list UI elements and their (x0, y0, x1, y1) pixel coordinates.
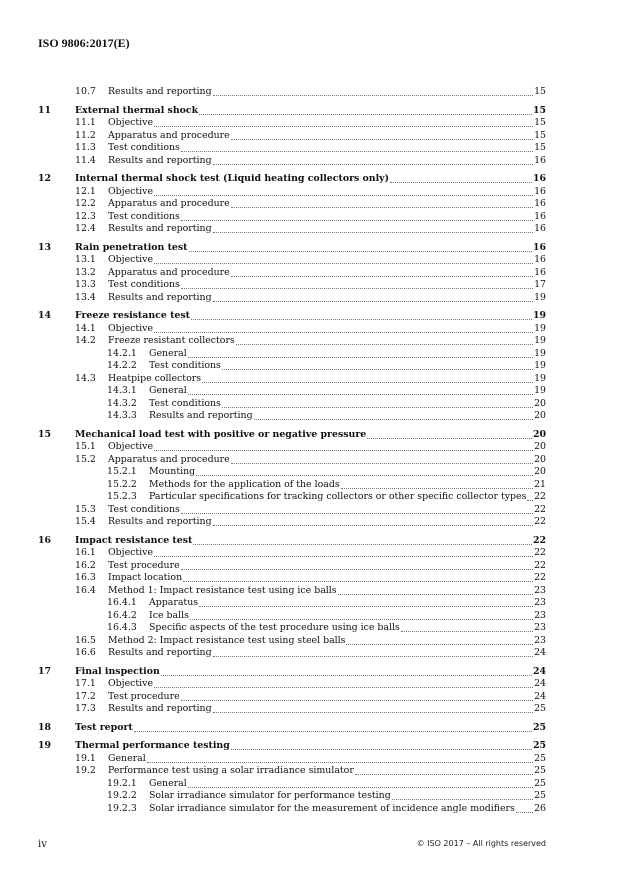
toc-entry-page: 25 (534, 703, 546, 714)
toc-entry-number: 16.6 (75, 647, 96, 658)
toc-leader-dots (196, 475, 533, 476)
toc-entry-number: 15 (38, 428, 52, 440)
toc-leader-dots (231, 276, 533, 277)
toc-entry-number: 16.5 (75, 634, 96, 646)
toc-entry-page: 20 (534, 410, 546, 421)
toc-entry-title: Results and reporting (108, 223, 212, 234)
toc-entry-page: 22 (534, 516, 546, 527)
toc-entry-page: 19 (534, 291, 546, 303)
toc-entry-number: 17.1 (75, 678, 96, 689)
toc-leader-dots (154, 195, 533, 196)
toc-entry-title: Test conditions (149, 397, 221, 409)
toc-entry[interactable] (0, 242, 620, 254)
toc-entry[interactable] (0, 635, 620, 647)
toc-entry-title: Results and reporting (108, 647, 212, 658)
toc-entry-number: 19.2.1 (107, 777, 137, 789)
toc-entry-page: 20 (534, 453, 546, 465)
toc-entry[interactable] (0, 516, 620, 528)
toc-entry-number: 15.4 (75, 516, 96, 527)
toc-entry[interactable] (0, 585, 620, 597)
toc-entry-title: Objective (108, 547, 154, 558)
toc-entry-page: 19 (532, 310, 546, 321)
toc-entry-number: 16.4.2 (107, 609, 137, 621)
toc-entry-title: General (108, 752, 146, 764)
toc-leader-dots (181, 288, 533, 289)
toc-entry-title: Objective (108, 185, 154, 197)
toc-entry-page: 22 (534, 572, 546, 583)
toc-entry-title: Specific aspects of the test procedure using ice balls (149, 622, 400, 633)
toc-entry[interactable] (0, 348, 620, 360)
toc-entry-title: Results and reporting (149, 410, 253, 421)
toc-entry-page: 26 (534, 802, 546, 814)
toc-entry-page: 20 (534, 466, 546, 477)
toc-entry[interactable] (0, 142, 620, 154)
toc-leader-dots (154, 126, 533, 127)
toc-leader-dots (161, 675, 532, 676)
toc-entry[interactable] (0, 410, 620, 422)
toc-entry-title: Apparatus and procedure (108, 129, 230, 141)
toc-entry-title: Rain penetration test (75, 241, 188, 253)
toc-entry-page: 15 (532, 104, 546, 116)
toc-entry-title: External thermal shock (75, 104, 199, 116)
toc-entry-number: 11.1 (75, 117, 96, 128)
toc-entry-number: 17 (38, 665, 52, 677)
toc-entry-page: 22 (534, 503, 546, 515)
toc-leader-dots (341, 488, 533, 489)
toc-entry-page: 23 (534, 584, 546, 596)
toc-entry-number: 19.2.2 (107, 790, 137, 801)
toc-entry-page: 16 (534, 198, 546, 209)
toc-entry-page: 25 (534, 752, 546, 764)
toc-leader-dots (188, 394, 533, 395)
toc-entry-title: Objective (108, 441, 154, 452)
toc-leader-dots (527, 500, 533, 501)
toc-entry[interactable] (0, 441, 620, 453)
toc-leader-dots (154, 556, 533, 557)
toc-leader-dots (222, 369, 533, 370)
toc-entry-title: Particular specifications for tracking collectors or other specific collector types (149, 491, 527, 502)
toc-entry[interactable] (0, 292, 620, 304)
toc-entry-number: 14.2.2 (107, 360, 137, 371)
toc-entry-number: 16.2 (75, 559, 96, 571)
toc-entry-number: 13.3 (75, 279, 96, 290)
toc-entry-title: Test procedure (108, 559, 180, 571)
toc-leader-dots (516, 812, 533, 813)
toc-entry-number: 11.4 (75, 154, 96, 166)
toc-leader-dots (213, 232, 533, 233)
toc-entry-title: Method 1: Impact resistance test using ice balls (108, 584, 337, 596)
toc-entry-title: General (149, 347, 187, 359)
toc-entry-number: 15.2.2 (107, 478, 137, 490)
toc-entry-number: 12 (38, 173, 52, 184)
toc-entry[interactable] (0, 647, 620, 659)
toc-leader-dots (188, 787, 533, 788)
toc-entry-number: 15.2.3 (107, 491, 137, 502)
toc-entry-title: Objective (108, 322, 154, 334)
toc-entry-title: Performance test using a solar irradiance simulator (108, 765, 354, 776)
toc-entry-title: Impact resistance test (75, 534, 193, 546)
toc-leader-dots (231, 463, 533, 464)
toc-entry[interactable] (0, 535, 620, 547)
toc-entry-number: 13.2 (75, 266, 96, 278)
toc-entry-page: 25 (534, 777, 546, 789)
toc-entry-title: Test procedure (108, 690, 180, 702)
toc-entry[interactable] (0, 360, 620, 372)
toc-leader-dots (199, 606, 533, 607)
toc-entry-page: 20 (534, 441, 546, 452)
toc-entry-page: 16 (534, 185, 546, 197)
toc-leader-dots (231, 207, 533, 208)
toc-entry[interactable] (0, 479, 620, 491)
toc-entry-page: 25 (532, 721, 546, 733)
toc-entry[interactable] (0, 703, 620, 715)
toc-entry-number: 14.2 (75, 335, 96, 346)
toc-entry-number: 17.2 (75, 690, 96, 702)
toc-entry-number: 14.1 (75, 322, 96, 334)
toc-entry-page: 24 (534, 690, 546, 702)
toc-entry-page: 20 (532, 428, 546, 440)
toc-leader-dots (193, 544, 532, 545)
toc-entry[interactable] (0, 373, 620, 385)
toc-leader-dots (181, 700, 533, 701)
toc-entry-page: 16 (534, 223, 546, 234)
toc-entry-title: Final inspection (75, 665, 160, 677)
toc-entry-title: Test conditions (108, 210, 180, 222)
toc-entry-title: Test conditions (108, 279, 180, 290)
toc-entry[interactable] (0, 254, 620, 266)
toc-entry-title: Solar irradiance simulator for the measurement of incidence angle modifiers (149, 802, 515, 814)
toc-entry[interactable] (0, 778, 620, 790)
toc-entry-number: 16.4.3 (107, 622, 137, 633)
toc-entry-title: Objective (108, 254, 154, 265)
toc-entry-title: Solar irradiance simulator for performance testing (149, 790, 391, 801)
toc-leader-dots (181, 220, 533, 221)
toc-entry[interactable] (0, 279, 620, 291)
toc-entry[interactable] (0, 691, 620, 703)
toc-entry[interactable] (0, 803, 620, 815)
toc-entry-page: 23 (534, 609, 546, 621)
toc-entry-title: Results and reporting (108, 516, 212, 527)
toc-entry-page: 22 (534, 559, 546, 571)
toc-entry-number: 16.4.1 (107, 597, 137, 608)
toc-entry-title: Freeze resistant collectors (108, 335, 235, 346)
toc-entry-number: 14.3.1 (107, 385, 137, 396)
toc-entry[interactable] (0, 310, 620, 322)
toc-entry[interactable] (0, 398, 620, 410)
toc-entry[interactable] (0, 790, 620, 802)
toc-entry-page: 19 (534, 335, 546, 346)
toc-entry-number: 12.3 (75, 210, 96, 222)
toc-entry-title: Test report (75, 721, 133, 733)
toc-entry-page: 23 (534, 597, 546, 608)
toc-entry[interactable] (0, 572, 620, 584)
toc-leader-dots (213, 95, 533, 96)
toc-leader-dots (191, 319, 532, 320)
toc-entry[interactable] (0, 186, 620, 198)
toc-entry-number: 15.2.1 (107, 466, 137, 477)
toc-leader-dots (355, 774, 533, 775)
toc-entry-page: 24 (534, 647, 546, 658)
toc-entry-number: 16.4 (75, 584, 96, 596)
toc-entry[interactable] (0, 454, 620, 466)
toc-entry-title: Apparatus (149, 597, 199, 608)
toc-leader-dots (154, 263, 533, 264)
toc-entry-number: 19.1 (75, 752, 96, 764)
toc-entry-number: 14.2.1 (107, 347, 137, 359)
toc-leader-dots (390, 182, 532, 183)
toc-entry[interactable] (0, 323, 620, 335)
toc-entry-page: 22 (532, 534, 546, 546)
toc-entry-number: 16 (38, 534, 52, 546)
toc-entry-number: 19 (38, 740, 52, 751)
toc-entry-page: 24 (532, 665, 546, 677)
toc-entry-page: 16 (532, 173, 546, 184)
toc-entry[interactable] (0, 86, 620, 98)
toc-leader-dots (213, 164, 533, 165)
toc-entry-number: 12.4 (75, 223, 96, 234)
toc-leader-dots (181, 569, 533, 570)
toc-entry-page: 23 (534, 634, 546, 646)
toc-leader-dots (222, 407, 533, 408)
toc-leader-dots (134, 731, 532, 732)
toc-entry-title: Results and reporting (108, 86, 212, 97)
toc-leader-dots (154, 332, 533, 333)
toc-leader-dots (189, 251, 532, 252)
toc-entry-page: 19 (534, 372, 546, 384)
toc-leader-dots (213, 525, 533, 526)
toc-leader-dots (231, 139, 533, 140)
toc-entry-number: 19.2.3 (107, 802, 137, 814)
toc-entry-title: Freeze resistance test (75, 310, 190, 321)
toc-entry[interactable] (0, 429, 620, 441)
toc-entry-title: Heatpipe collectors (108, 372, 202, 384)
toc-entry[interactable] (0, 753, 620, 765)
toc-entry[interactable] (0, 173, 620, 185)
toc-entry-page: 22 (534, 491, 546, 502)
toc-leader-dots (183, 581, 533, 582)
toc-entry[interactable] (0, 622, 620, 634)
toc-entry-page: 15 (534, 129, 546, 141)
toc-leader-dots (236, 344, 533, 345)
toc-leader-dots (213, 301, 533, 302)
toc-entry[interactable] (0, 765, 620, 777)
toc-entry[interactable] (0, 211, 620, 223)
toc-entry[interactable] (0, 105, 620, 117)
toc-entry-number: 15.3 (75, 503, 96, 515)
toc-leader-dots (147, 762, 533, 763)
toc-entry-page: 15 (534, 117, 546, 128)
toc-entry-title: Objective (108, 678, 154, 689)
toc-entry-number: 11.2 (75, 129, 96, 141)
toc-entry-title: Methods for the application of the loads (149, 478, 340, 490)
toc-entry-title: Apparatus and procedure (108, 453, 230, 465)
toc-entry[interactable] (0, 491, 620, 503)
toc-entry-page: 19 (534, 347, 546, 359)
toc-entry[interactable] (0, 504, 620, 516)
toc-entry-title: General (149, 385, 187, 396)
toc-entry-number: 15.1 (75, 441, 96, 452)
toc-entry[interactable] (0, 198, 620, 210)
toc-leader-dots (181, 151, 533, 152)
toc-entry-page: 25 (532, 740, 546, 751)
toc-entry-page: 19 (534, 360, 546, 371)
toc-entry[interactable] (0, 722, 620, 734)
toc-entry-title: Mechanical load test with positive or negative pressure (75, 428, 367, 440)
toc-entry[interactable] (0, 547, 620, 559)
toc-entry-title: Apparatus and procedure (108, 198, 230, 209)
toc-leader-dots (254, 419, 533, 420)
toc-entry-title: Mounting (149, 466, 196, 477)
toc-entry-title: Internal thermal shock test (Liquid heating collectors only) (75, 173, 390, 184)
toc-entry-title: Ice balls (149, 609, 189, 621)
toc-leader-dots (231, 749, 532, 750)
toc-entry-number: 16.3 (75, 572, 96, 583)
toc-entry-number: 14 (38, 310, 52, 321)
toc-entry[interactable] (0, 223, 620, 235)
toc-entry-page: 17 (534, 279, 546, 290)
toc-leader-dots (188, 357, 533, 358)
toc-leader-dots (367, 438, 532, 439)
toc-entry[interactable] (0, 267, 620, 279)
toc-entry-title: General (149, 777, 187, 789)
toc-entry-page: 20 (534, 397, 546, 409)
toc-entry-number: 14.3.2 (107, 397, 137, 409)
toc-entry-page: 19 (534, 385, 546, 396)
toc-entry-title: Test conditions (108, 142, 180, 153)
toc-entry-page: 16 (534, 254, 546, 265)
toc-entry-page: 21 (534, 478, 546, 490)
toc-entry-number: 17.3 (75, 703, 96, 714)
toc-entry[interactable] (0, 335, 620, 347)
toc-entry-number: 14.3 (75, 372, 96, 384)
toc-entry-title: Impact location (108, 572, 183, 583)
toc-entry-page: 15 (534, 142, 546, 153)
toc-entry-page: 25 (534, 765, 546, 776)
page-number: iv (38, 839, 47, 850)
toc-entry-page: 16 (534, 154, 546, 166)
toc-entry[interactable] (0, 560, 620, 572)
toc-entry-number: 11 (38, 104, 52, 116)
toc-entry[interactable] (0, 130, 620, 142)
toc-entry-number: 13.4 (75, 291, 96, 303)
toc-entry-page: 15 (534, 86, 546, 97)
toc-entry[interactable] (0, 597, 620, 609)
toc-leader-dots (213, 656, 533, 657)
toc-entry-number: 13 (38, 241, 52, 253)
toc-leader-dots (338, 594, 533, 595)
toc-entry-page: 22 (534, 547, 546, 558)
toc-leader-dots (401, 631, 533, 632)
toc-leader-dots (392, 799, 533, 800)
toc-entry-number: 16.1 (75, 547, 96, 558)
toc-entry-title: Method 2: Impact resistance test using steel balls (108, 634, 346, 646)
toc-leader-dots (213, 712, 533, 713)
toc-entry[interactable] (0, 385, 620, 397)
toc-entry-page: 23 (534, 622, 546, 633)
toc-entry-title: Thermal performance testing (75, 740, 230, 751)
toc-entry-title: Test conditions (108, 503, 180, 515)
toc-entry-page: 24 (534, 678, 546, 689)
toc-entry-page: 19 (534, 322, 546, 334)
toc-entry-number: 19.2 (75, 765, 96, 776)
toc-entry[interactable] (0, 666, 620, 678)
toc-entry-number: 14.3.3 (107, 410, 137, 421)
document-id: ISO 9806:2017(E) (38, 36, 130, 50)
toc-entry[interactable] (0, 117, 620, 129)
toc-entry-title: Results and reporting (108, 703, 212, 714)
toc-entry-title: Test conditions (149, 360, 221, 371)
toc-entry[interactable] (0, 678, 620, 690)
toc-entry-page: 25 (534, 790, 546, 801)
toc-entry[interactable] (0, 466, 620, 478)
toc-entry-title: Objective (108, 117, 154, 128)
toc-entry-title: Results and reporting (108, 154, 212, 166)
toc-entry-number: 15.2 (75, 453, 96, 465)
toc-entry-page: 16 (534, 210, 546, 222)
toc-leader-dots (199, 114, 532, 115)
toc-entry-number: 12.2 (75, 198, 96, 209)
toc-entry-number: 18 (38, 721, 52, 733)
toc-entry-title: Results and reporting (108, 291, 212, 303)
toc-entry-page: 16 (534, 266, 546, 278)
toc-entry[interactable] (0, 610, 620, 622)
toc-leader-dots (154, 450, 533, 451)
toc-entry-page: 16 (532, 241, 546, 253)
toc-entry-title: Apparatus and procedure (108, 266, 230, 278)
copyright-notice: © ISO 2017 – All rights reserved (416, 839, 546, 848)
toc-leader-dots (181, 513, 533, 514)
toc-entry-number: 10.7 (75, 86, 96, 97)
toc-leader-dots (154, 687, 533, 688)
toc-entry-number: 13.1 (75, 254, 96, 265)
toc-entry-number: 12.1 (75, 185, 96, 197)
toc-entry-number: 11.3 (75, 142, 96, 153)
toc-leader-dots (346, 644, 533, 645)
toc-leader-dots (202, 382, 533, 383)
toc-leader-dots (190, 619, 533, 620)
toc-entry[interactable] (0, 155, 620, 167)
toc-entry[interactable] (0, 740, 620, 752)
